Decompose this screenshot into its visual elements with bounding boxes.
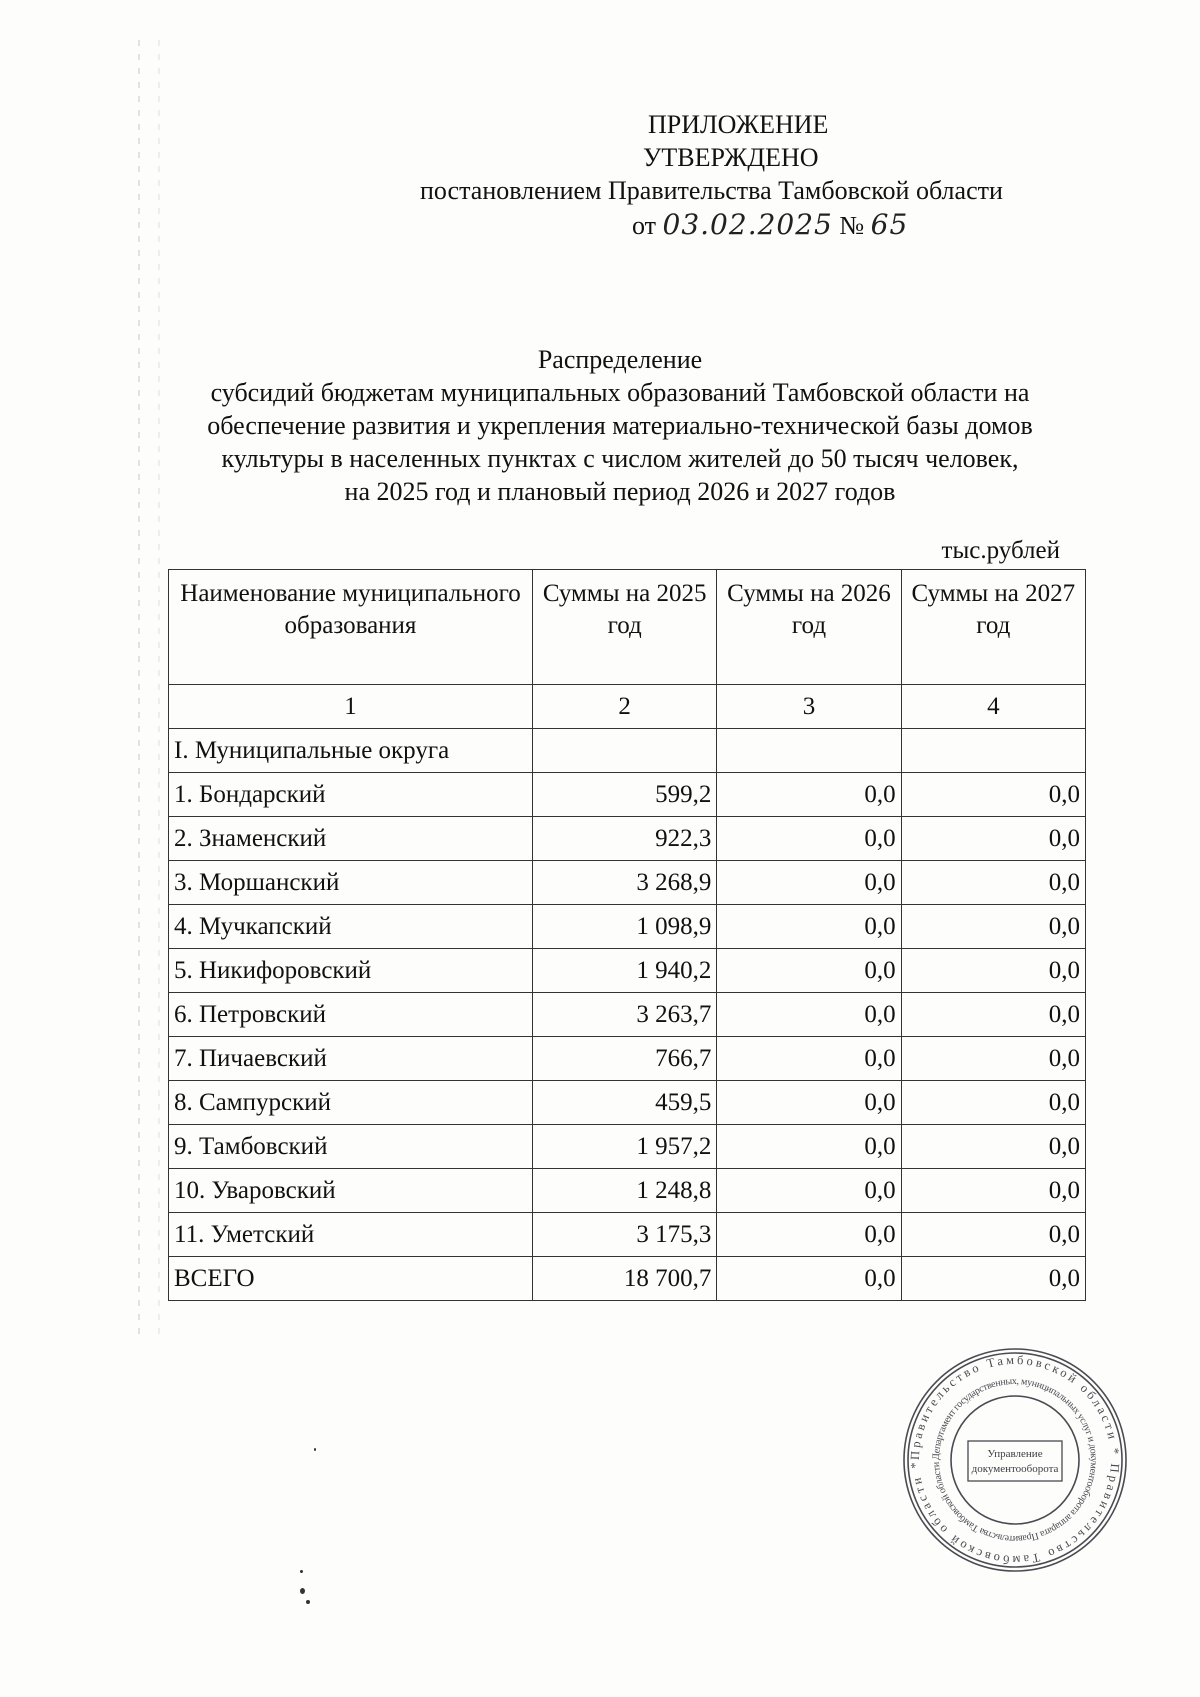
municipality-name: 1. Бондарский [169, 773, 533, 817]
seal-center-line1: Управление [987, 1448, 1043, 1460]
table-row [169, 817, 1086, 861]
amount-2025: 766,7 [532, 1037, 716, 1081]
amount-2026: 0,0 [717, 861, 901, 905]
handwritten-date: 03.02.2025 [662, 208, 833, 241]
scan-margin-artifact [158, 40, 160, 1340]
title-line: культуры в населенных пунктах с числом жителей до 50 тысяч человек, [221, 444, 1019, 473]
unit-label: тыс.рублей [941, 537, 1060, 564]
amount-2025: 599,2 [532, 773, 716, 817]
distribution-table [168, 569, 1086, 1301]
amount-2025: 3 263,7 [532, 993, 716, 1037]
section-label: I. Муниципальные округа [169, 729, 533, 773]
amount-2027: 0,0 [901, 1037, 1085, 1081]
column-number: 3 [717, 685, 901, 729]
scan-margin-artifact [138, 40, 140, 1340]
svg-text:Правительство Тамбовской облас: Правительство Тамбовской области * Правительство Тамбовской области * [907, 1352, 1123, 1568]
scan-speck [314, 1448, 316, 1451]
amount-2026: 0,0 [717, 949, 901, 993]
municipality-name: 2. Знаменский [169, 817, 533, 861]
amount-2027: 0,0 [901, 1081, 1085, 1125]
municipality-name: 3. Моршанский [169, 861, 533, 905]
municipality-name: 4. Мучкапский [169, 905, 533, 949]
table-row [169, 1169, 1086, 1213]
scan-speck [300, 1588, 305, 1594]
amount-2025: 459,5 [532, 1081, 716, 1125]
table-row [169, 1037, 1086, 1081]
amount-2027: 0,0 [901, 905, 1085, 949]
amount-2025: 922,3 [532, 817, 716, 861]
table-header-row [169, 570, 1086, 685]
appendix-label: ПРИЛОЖЕНИЕ [648, 110, 829, 139]
column-number: 1 [169, 685, 533, 729]
number-label: № [839, 211, 865, 240]
seal-center-line2: документооборота [971, 1463, 1059, 1475]
municipality-name: 9. Тамбовский [169, 1125, 533, 1169]
table-row [169, 1081, 1086, 1125]
amount-2026: 0,0 [717, 773, 901, 817]
municipality-name: 7. Пичаевский [169, 1037, 533, 1081]
from-label: от [632, 211, 657, 240]
column-header-2026: Суммы на 2026 год [717, 570, 901, 685]
amount-2027: 0,0 [901, 1169, 1085, 1213]
document-title: Распределение [537, 345, 703, 374]
amount-2025: 1 098,9 [532, 905, 716, 949]
handwritten-number: 65 [870, 208, 909, 241]
municipality-name: 5. Никифоровский [169, 949, 533, 993]
section-row [169, 729, 1086, 773]
total-label: ВСЕГО [169, 1257, 533, 1301]
amount-2027: 0,0 [901, 861, 1085, 905]
municipality-name: 6. Петровский [169, 993, 533, 1037]
amount-2026: 0,0 [717, 817, 901, 861]
municipality-name: 8. Сампурский [169, 1081, 533, 1125]
amount-2026: 0,0 [717, 905, 901, 949]
column-header-2027: Суммы на 2027 год [901, 570, 1085, 685]
amount-2026: 0,0 [717, 1037, 901, 1081]
title-line: на 2025 год и плановый период 2026 и 2027 годов [344, 477, 896, 506]
amount-2026: 0,0 [717, 1213, 901, 1257]
column-number: 4 [901, 685, 1085, 729]
approved-label: УТВЕРЖДЕНО [643, 143, 819, 172]
table-row [169, 949, 1086, 993]
scan-speck [300, 1570, 303, 1573]
amount-2027: 0,0 [901, 773, 1085, 817]
amount-2026: 0,0 [717, 1169, 901, 1213]
amount-2026: 0,0 [717, 1125, 901, 1169]
total-2026: 0,0 [717, 1257, 901, 1301]
total-row [169, 1257, 1086, 1301]
title-line: обеспечение развития и укрепления материально-технической базы домов [207, 411, 1033, 440]
total-2025: 18 700,7 [532, 1257, 716, 1301]
resolution-line: постановлением Правительства Тамбовской области [420, 176, 1003, 205]
table-row [169, 773, 1086, 817]
total-2027: 0,0 [901, 1257, 1085, 1301]
amount-2026: 0,0 [717, 1081, 901, 1125]
municipality-name: 10. Уваровский [169, 1169, 533, 1213]
table-row [169, 1125, 1086, 1169]
amount-2026: 0,0 [717, 993, 901, 1037]
table-row [169, 1213, 1086, 1257]
date-number-line [632, 210, 1200, 241]
municipality-name: 11. Уметский [169, 1213, 533, 1257]
scan-speck [306, 1600, 310, 1604]
amount-2025: 1 940,2 [532, 949, 716, 993]
amount-2027: 0,0 [901, 1125, 1085, 1169]
amount-2027: 0,0 [901, 949, 1085, 993]
amount-2025: 3 175,3 [532, 1213, 716, 1257]
amount-2027: 0,0 [901, 817, 1085, 861]
table-row [169, 905, 1086, 949]
amount-2025: 3 268,9 [532, 861, 716, 905]
official-seal-stamp [900, 1345, 1130, 1575]
table-row [169, 993, 1086, 1037]
svg-text:Департамент государственных, м: Департамент государственных, муниципальных услуг и документооборота аппарата Правительства Тамбовской области [930, 1375, 1100, 1545]
column-number: 2 [532, 685, 716, 729]
amount-2025: 1 248,8 [532, 1169, 716, 1213]
column-header-2025: Суммы на 2025 год [532, 570, 716, 685]
amount-2025: 1 957,2 [532, 1125, 716, 1169]
table-row [169, 861, 1086, 905]
column-header-name: Наименование муниципального образования [169, 570, 533, 685]
column-number-row [169, 685, 1086, 729]
amount-2027: 0,0 [901, 993, 1085, 1037]
amount-2027: 0,0 [901, 1213, 1085, 1257]
title-line: субсидий бюджетам муниципальных образований Тамбовской области на [210, 378, 1030, 407]
